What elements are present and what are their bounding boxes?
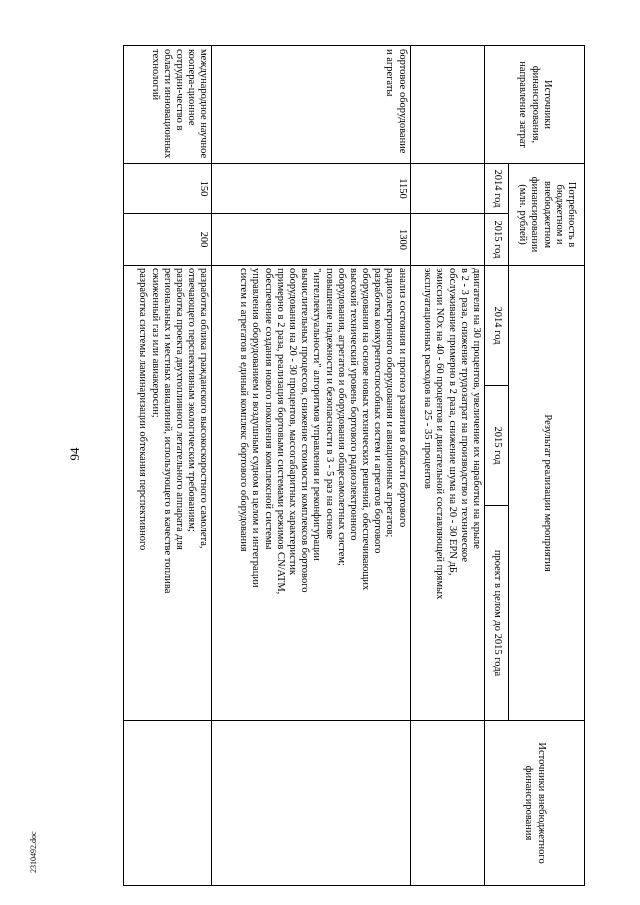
table-row [212, 46, 410, 886]
result-line: оборудования на 20 - 30 процентов, массогабаритных характеристик [287, 268, 298, 576]
result-line: обслуживание примерно в 2 раза, снижение шума на 20 - 30 EPN дБ, [446, 268, 458, 576]
cell-result [212, 266, 410, 721]
cell-source [410, 46, 484, 164]
header-need-2014: 2014 год [485, 164, 509, 214]
result-line: повышение надежности и безопасности в 3 - 5 раз на основе [323, 268, 335, 540]
table-row [410, 46, 484, 886]
cell-result [124, 266, 212, 721]
cell-need-2015: 1300 [212, 214, 410, 266]
cell-need-2015: 200 [124, 214, 212, 266]
result-line: оборудования на основе новых технических решений, обеспечивающих [360, 268, 372, 591]
cell-need-2015 [410, 214, 484, 266]
result-line: высокий технический уровень бортового радиоэлектронного [347, 268, 359, 541]
result-line: примерно в 2 раза, реализация бортовыми системами режимов CN/ATM, [274, 268, 286, 595]
header-result: Результат реализации мероприятия [509, 266, 585, 721]
page-number: 94 [67, 447, 82, 461]
header-source: Источники финансирования, направление затрат [485, 46, 585, 164]
header-need: Потребность в бюджетном и внебюджетном финансировании (млн. рублей) [509, 164, 585, 266]
header-result-total: проект в целом до 2015 года [485, 506, 509, 721]
measures-table [123, 45, 585, 886]
result-line: разработка облика гражданского высокоскоростного самолета, [198, 268, 210, 549]
result-line: управления оборудованием и воздушным судном в целом и интеграции [250, 268, 262, 588]
result-line: разработка проекта двухтопливного летательного аппарата для [173, 268, 185, 550]
table-row [124, 46, 212, 886]
result-line: вычислительных процессов, снижение стоимости комплексов бортового [299, 268, 311, 593]
result-line: сжиженный газ или авиакеросин; [149, 268, 161, 418]
cell-need-2014: 1150 [212, 164, 410, 214]
header-need-2015: 2015 год [485, 214, 509, 266]
result-line: в 2 - 3 раза, снижение трудозатрат на производство и техническое [458, 268, 470, 563]
cell-source: международное научное коопера-ционное сотрудни-чество в области инновационных технологий [124, 46, 212, 164]
result-line: радиоэлектронного оборудования и авиационных агрегатов; [384, 268, 396, 538]
result-line: оборудования, агрегатов и оборудования общесамолетных систем; [335, 268, 347, 566]
cell-source: бортовое оборудование и агрегаты [212, 46, 410, 164]
result-line: двигателя на 30 процентов, увеличение их наработки на крыле [471, 268, 482, 549]
result-line: региональных и местных авиалиний, использующего в качестве топлива [161, 268, 173, 594]
rotated-table-container [123, 45, 585, 885]
result-line: обеспечение создания нового поколения комплексной системы [262, 268, 274, 550]
cell-extra-source [124, 721, 212, 886]
footer-filename: 2310492.doc [29, 831, 38, 873]
result-line: систем и агрегатов в единый комплекс бортового оборудования [238, 268, 250, 552]
result-line: эксплуатационных расходов на 25 - 35 процентов [422, 268, 434, 489]
result-line: разработка системы ламинаризации обтекания перспективного [137, 268, 149, 551]
header-result-2014: 2014 год [485, 266, 509, 386]
result-line: эмиссии NOx на 40 - 60 процентов и двигательной составляющей прямых [434, 268, 446, 600]
cell-extra-source [212, 721, 410, 886]
cell-need-2014: 150 [124, 164, 212, 214]
cell-extra-source [410, 721, 484, 886]
result-line: отвечающего перспективным экологическим требованиям; [186, 268, 198, 532]
header-extra-source: Источники внебюджетного финансирования [485, 721, 585, 886]
header-result-2015: 2015 год [485, 386, 509, 506]
result-line: разработка конкурентоспособных систем и агрегатов бортового [372, 268, 384, 554]
cell-result [410, 266, 484, 721]
result-line: "интеллектуальности" алгоритмов управления и реконфигурации [311, 268, 323, 561]
result-line: анализ состояния и прогноз развития в области бортового [396, 268, 408, 528]
cell-need-2014 [410, 164, 484, 214]
